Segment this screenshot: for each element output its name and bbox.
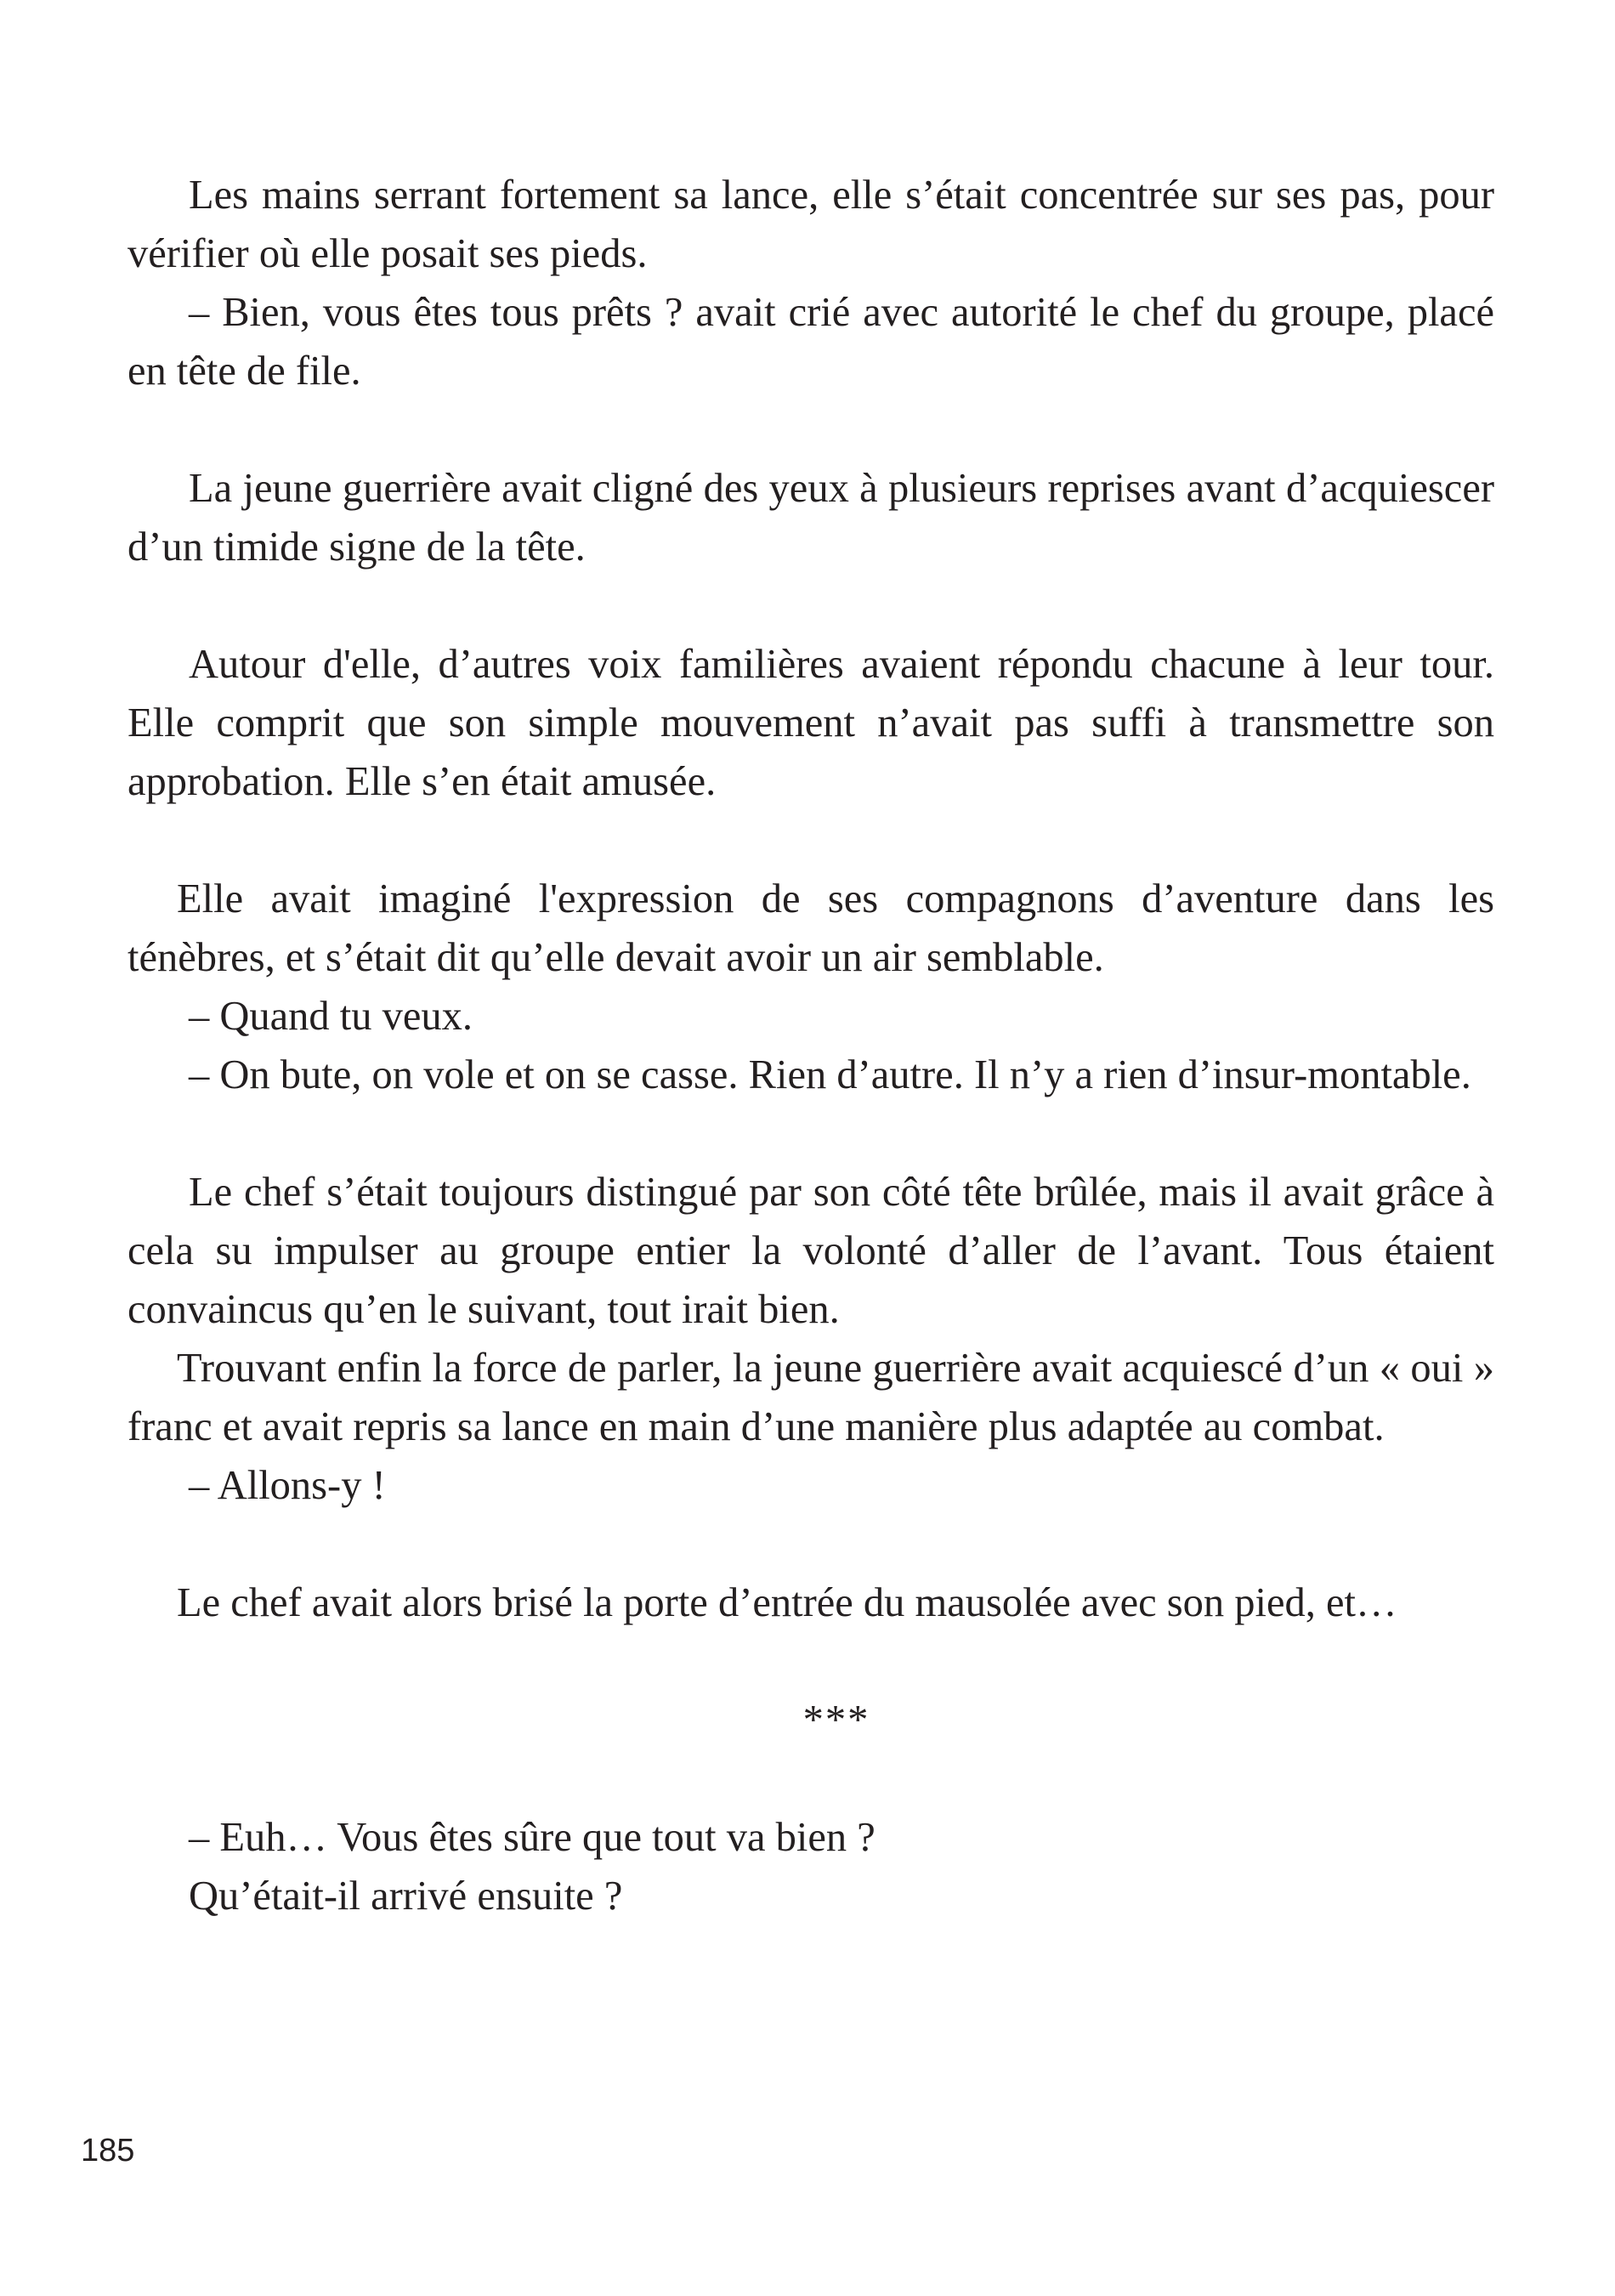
paragraph-2: La jeune guerrière avait cligné des yeux à plusieurs reprises avant d’acquiescer d’un timide signe de la tête. [128,466,1494,570]
body-text [128,166,1494,1925]
section-separator: *** [802,1698,870,1743]
dialogue-line-4: – Allons-y ! [189,1463,386,1508]
paragraph-3: Autour d'elle, d’autres voix familières avaient répondu chacune à leur tour. Elle comprit que son simple mouvement n’avait pas suffi à transmettre son approbation. Elle s’en était amusée. [128,642,1494,804]
dialogue-line-5: – Euh… Vous êtes sûre que tout va bien ? [189,1815,876,1860]
page-number: 185 [81,2133,135,2168]
dialogue-line-2: – Quand tu veux. [189,994,473,1039]
paragraph-8: Qu’était-il arrivé ensuite ? [189,1874,623,1919]
paragraph-1: Les mains serrant fortement sa lance, elle s’était concentrée sur ses pas, pour vérifier où elle posait ses pieds. [128,173,1494,276]
paragraph-7: Le chef avait alors brisé la porte d’entrée du mausolée avec son pied, et… [177,1580,1397,1625]
paragraph-5: Le chef s’était toujours distingué par son côté tête brûlée, mais il avait grâce à cela su impulser au groupe entier la volonté d’aller de l’avant. Tous étaient convaincus qu’en le suivant, tout irait bien. [128,1170,1494,1332]
paragraph-6: Trouvant enfin la force de parler, la jeune guerrière avait acquiescé d’un « oui » franc et avait repris sa lance en main d’une manière plus adaptée au combat. [128,1346,1494,1449]
dialogue-line-1: – Bien, vous êtes tous prêts ? avait crié avec autorité le chef du groupe, placé en tête de file. [128,290,1494,394]
paragraph-4: Elle avait imaginé l'expression de ses compagnons d’aventure dans les ténèbres, et s’était dit qu’elle devait avoir un air semblable. [128,876,1494,980]
dialogue-line-3: – On bute, on vole et on se casse. Rien d’autre. Il n’y a rien d’insur-montable. [189,1052,1471,1097]
